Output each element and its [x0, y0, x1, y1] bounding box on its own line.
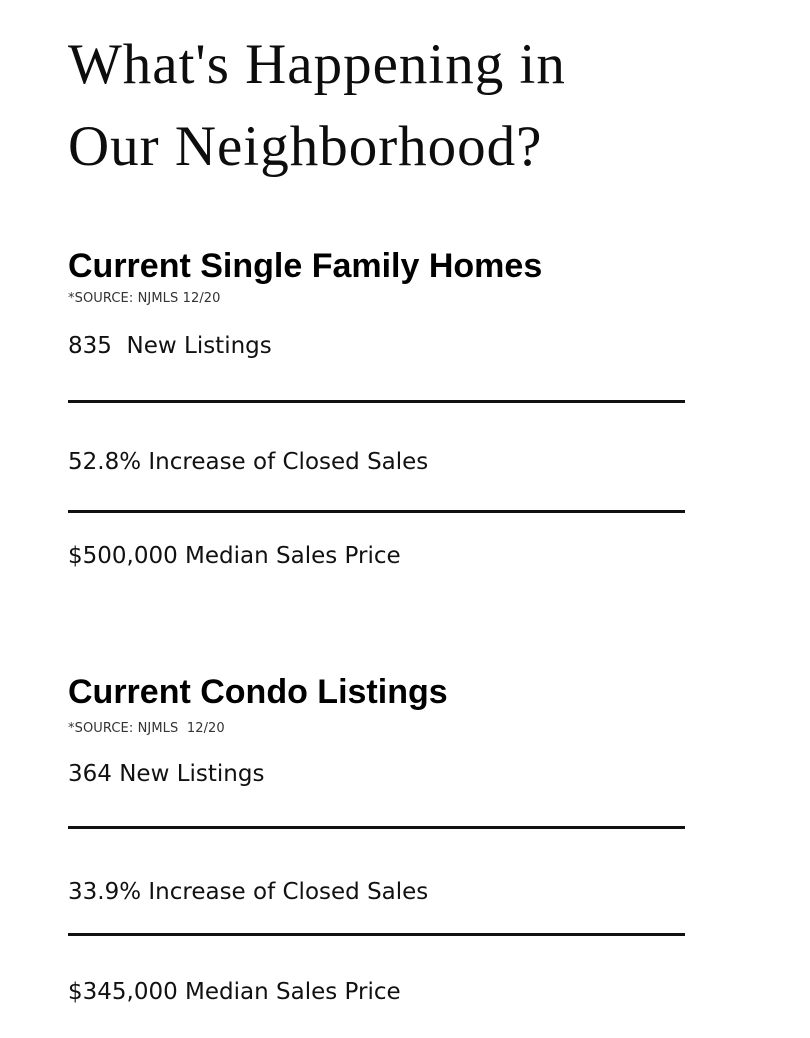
condo-source-note: *SOURCE: NJMLS 12/20: [68, 721, 225, 736]
single-family-median-price: $500,000 Median Sales Price: [68, 543, 401, 569]
single-family-heading: Current Single Family Homes: [68, 247, 543, 285]
single-family-source-note: *SOURCE: NJMLS 12/20: [68, 291, 221, 306]
condo-new-listings: 364 New Listings: [68, 761, 265, 787]
condo-heading: Current Condo Listings: [68, 673, 448, 711]
page-title-line-2: Our Neighborhood?: [68, 115, 543, 178]
page-title: [68, 24, 708, 188]
condo-closed-sales: 33.9% Increase of Closed Sales: [68, 879, 429, 905]
divider: [68, 826, 685, 829]
divider: [68, 510, 685, 513]
single-family-closed-sales: 52.8% Increase of Closed Sales: [68, 449, 429, 475]
page-title-line-1: What's Happening in: [68, 33, 566, 96]
single-family-new-listings: 835 New Listings: [68, 333, 272, 359]
divider: [68, 400, 685, 403]
divider: [68, 933, 685, 936]
condo-median-price: $345,000 Median Sales Price: [68, 979, 401, 1005]
